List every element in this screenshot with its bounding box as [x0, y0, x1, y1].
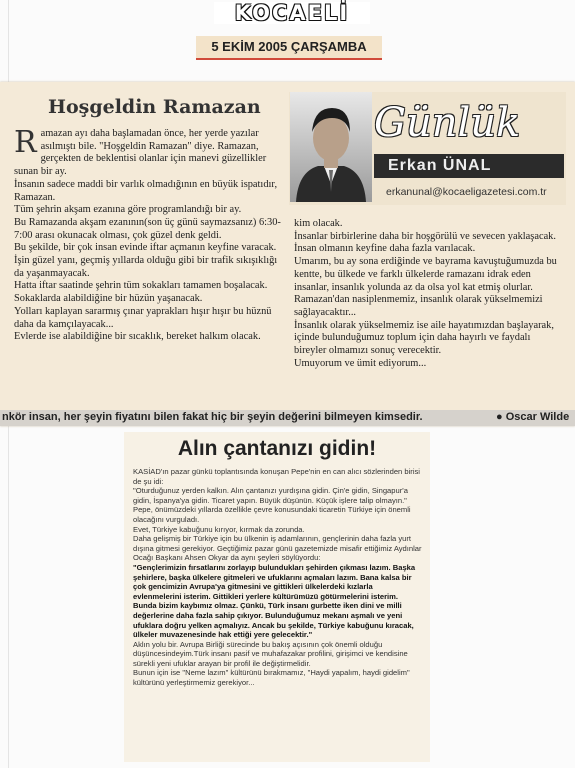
ticker-quote-author: ● Oscar Wilde — [496, 411, 570, 423]
paragraph: amazan ayı daha başlamadan önce, her yerde yazılar asılmıştı bile. "Hoşgeldin Ramazan" diye. Ramazan, gerçekten de beklentisi olanlar için manevi güzellikler sunan bir ay. — [14, 128, 267, 178]
paragraph: kim olacak. — [294, 218, 343, 229]
column-name-logo: Günlük — [374, 100, 521, 146]
paragraph: "Oturduğunuz yerden kalkın. Alın çantanızı yurdışına gidin. Çin'e gidin, Singapur'a gidin, İspanya'ya gidin. Ticaret yapın. Büyük düşünün. Küçük işlere talip olmayın." Pepe, önümüzdeki yıllarda özellikle çevre konusundaki ticaretin Türkiye için önemli olacağını vurguladı. — [133, 486, 411, 524]
author-email: erkanunal@kocaeligazetesi.com.tr — [386, 186, 547, 198]
paragraph: Umuyorum ve ümit ediyorum... — [294, 357, 427, 369]
article-title: Hoşgeldin Ramazan — [48, 96, 261, 118]
paragraph: Hatta iftar saatinde şehrin tüm sokakları tamamen boşalacak. — [14, 280, 268, 292]
article-column-right — [294, 218, 562, 400]
newspaper-name: KOCAELİ — [214, 2, 370, 24]
paragraph: İnsan olmanın keyfine daha fazla varılacak. — [294, 243, 476, 255]
paragraph: Yolları kaplayan sararmış çınar yaprakları hışır hışır bu hüznü daha da kamçılayacak... — [14, 305, 272, 330]
paragraph: "Gençlerimizin fırsatlarını zorlayıp bulundukları şehirden çıkması lazım. Başka şehirlere, başka ülkelere gitmeleri ve ufuklarını açmaları lazım. Bana kalsa bir çok gencimizin Avrupa'ya gitmesini ve gittikleri ülkelerdeki kızlarla evlenmelerini isterim. Gittikleri yerlere kültürümüzü götürmelerini isterim. Bunda bizim kaybımız olmaz. Çünkü, Türk insanı gurbette iken dini ve milli değerlerine daha fazla sahip çıkıyor. Bulunduğumuz mekanı aşmalı ve yeni ufuklara doğru yelken açmalıyız. Ancak bu şekilde, Türkiye kabuğunu kıracak, ülkeler muvazenesinde hak ettiği yere gelecektir." — [133, 562, 416, 640]
paragraph: Aklın yolu bir. Avrupa Birliği sürecinde bu bakış açısının çok önemli olduğu düşüncesindeyim.Türk insanı pasif ve muhafazakar profilini, girişimci ve kendisine sürekli yeni ufuklar arayan bir profil ile değiştirmelidir. — [133, 639, 408, 668]
paragraph: Sokaklarda alabildiğine bir hüzün yaşanacak. — [14, 293, 203, 305]
ticker-quote: nkör insan, her şeyin fiyatını bilen fakat hiç bir şeyin değerini bilmeyen kimsedir. — [2, 411, 423, 423]
paragraph: Evet, Türkiye kabuğunu kırıyor, kırmak da zorunda. — [133, 524, 305, 534]
paragraph: Bunun için ise "Neme lazım" kültürünü bırakmamız, "Haydi yapalım, haydi gidelim" kültürünü yerleştirmemiz gerekiyor... — [133, 668, 410, 688]
paragraph: İşin güzel yanı, geçmiş yıllarda olduğu gibi bir trafik sıkışıklığı da yaşanmayacak. — [14, 255, 278, 279]
article-column-left — [14, 128, 286, 395]
paragraph: Bu şekilde, bir çok insan evinde iftar açmanın keyfine varacak. — [14, 242, 277, 254]
publication-date: 5 EKİM 2005 ÇARŞAMBA — [196, 36, 382, 60]
paragraph: Evlerde ise alabildiğine bir sıcaklık, bereket halkım olacak. — [14, 331, 261, 343]
paragraph: İnsanlar birbirlerine daha bir hoşgörülü ve sevecen yaklaşacak. — [294, 230, 556, 242]
paragraph: KASİAD'ın pazar günkü toplantısında konuşan Pepe'nin en can alıcı sözlerinden birisi de şu idi: — [133, 467, 420, 486]
article-body — [133, 467, 423, 759]
paragraph: İnsanlık olarak yükselmemiz ise aile hayatımızdan başlayarak, içinde bulunduğumuz toplum için daha hayırlı ve faydalı bireyler olmamızı sonuç verecektir. — [294, 319, 554, 357]
paragraph: Umarım, bu ay sona erdiğinde ve bayrama kavuştuğumuzda bu kentte, bu ülkede ve farklı ülkelerde ramazanı idrak eden insanlar, insanlık yolunda az da olsa yol kat etmiş olurlar. — [294, 256, 557, 293]
paragraph: İnsanın sadece maddi bir varlık olmadığının en büyük ispatıdır, Ramazan. — [14, 178, 278, 203]
paragraph: Tüm şehrin akşam ezanına göre programlandığı bir ay. — [14, 204, 242, 216]
drop-cap: R — [14, 128, 37, 160]
paragraph: Ramazan'dan nasiplenmemiz, insanlık olarak yükselmemizi sağlayacaktır... — [294, 294, 543, 318]
author-name: Erkan ÜNAL — [388, 157, 492, 174]
paragraph: Bu Ramazanda akşam ezanının(son üç günü saymazsanız) 6:30-7:00 arası okunacak olması, çok güzel denk geldi. — [14, 216, 281, 241]
article-title: Alın çantanızı gidin! — [177, 437, 377, 460]
paragraph: Daha gelişmiş bir Türkiye için bu ülkenin iş adamlarının, gençlerinin daha fazla yurt dışına gitmesi gerekiyor. Geçtiğimiz pazar günü gazetemizde misafir ettiğimiz Aydınlar Ocağı Başkanı Ahsen Okyar da aynı şeyleri söylüyordu: — [133, 534, 422, 563]
author-photo — [290, 92, 372, 202]
